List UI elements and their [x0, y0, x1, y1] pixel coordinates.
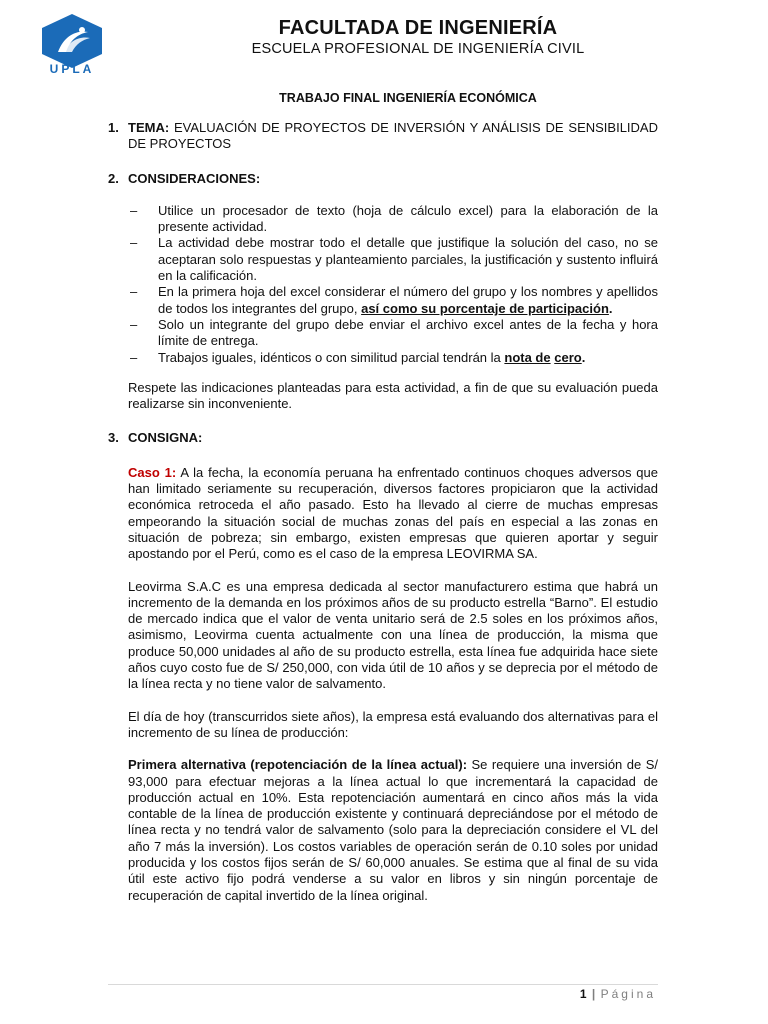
- list-item: [130, 235, 658, 284]
- footer-divider: [108, 984, 658, 985]
- paragraph-text: A la fecha, la economía peruana ha enfrentado continuos choques adversos que han limitado seriamente su recuperación, diversos factores propiciaron que la actividad económica retroceda el año pasado. Esto ha llevado al cierre de muchas empresas empeorando la situación social de muchas zonas del país en especial a las zonas en situación de pobreza; sin embargo, existen empresas que quieren aportar y seguir apostando por el Perú, como es el caso de la empresa LEOVIRMA SA.: [128, 464, 658, 562]
- participation-emphasis: así como su porcentaje de participación: [361, 300, 609, 316]
- page-number: 1: [579, 987, 587, 1001]
- bullet-text-part: .: [608, 300, 613, 316]
- page-footer: [580, 987, 656, 1001]
- bullet-dash: –: [130, 284, 138, 300]
- document-body: [108, 120, 658, 904]
- section-text: [128, 120, 658, 153]
- tema-text: EVALUACIÓN DE PROYECTOS DE INVERSIÓN Y ANÁLISIS DE SENSIBILIDAD DE PROYECTOS: [128, 120, 658, 152]
- case-paragraph-2: Leovirma S.A.C es una empresa dedicada al sector manufacturero estima que habrá un incremento de la demanda en los próximos años de su producto estrella “Barno”. El estudio de mercado indica que el valor de venta unitario será de 2.5 soles en los próximos años, asimismo, Leovirma cuenta actualmente con una línea de producción, la misma que produce 50,000 unidades al año de su producto estrella, esta línea fue adquirida hace siete años cuyo costo fue de S/ 250,000, con vida útil de 10 años y se deprecia por el método de la línea recta y no tiene valor de salvamento.: [128, 578, 658, 692]
- paragraph-text: Se requiere una inversión de S/ 93,000 para efectuar mejoras a la línea actual lo que incrementará la capacidad de producción actual en 10%. Esta repotenciación aumentará en cinco años más la vida contable de la línea de producción existente y continuará depreciándose por el método de línea recta y no tendrá valor de salvamento (solo para la depreciación considere el VL del año 7 más la inversión). Los costos variables de operación serán de 0.10 soles por unidad producida y los costos fijos serán de S/ 60,000 anuales. Se estima que al final de su vida útil este activo fijo podrá venderse a su valor en libros y sin ningún porcentaje de recuperación de capital invertido de la línea original.: [128, 757, 658, 903]
- case-label: Caso 1:: [128, 464, 177, 480]
- bullet-text: [158, 350, 658, 366]
- footer-separator: |: [591, 987, 596, 1001]
- bullet-text: Solo un integrante del grupo debe enviar el archivo excel antes de la fecha y hora límite de entrega.: [158, 316, 658, 349]
- section-tema: [108, 120, 658, 153]
- bullet-text: La actividad debe mostrar todo el detalle que justifique la solución del caso, no se aceptaran solo respuestas y planteamiento parciales, la justificación y sustento influirá en la calificación.: [158, 235, 658, 284]
- grade-emphasis: cero: [554, 349, 582, 365]
- section-consigna: [108, 430, 658, 446]
- alternative-label: Primera alternativa (repotenciación de la línea actual):: [128, 757, 468, 773]
- instructions-note: Respete las indicaciones planteadas para esta actividad, a fin de que su evaluación pueda realizarse sin inconveniente.: [128, 379, 658, 412]
- section-number: 1.: [108, 120, 119, 135]
- faculty-title: FACULTADA DE INGENIERÍA: [278, 17, 558, 39]
- bullet-dash: –: [130, 202, 138, 218]
- logo-text: UPLA: [49, 62, 95, 76]
- bullet-text: Utilice un procesador de texto (hoja de cálculo excel) para la elaboración de la presente actividad.: [158, 202, 658, 235]
- bullet-dash: –: [130, 349, 138, 365]
- page-word: Página: [600, 987, 656, 1001]
- case-paragraph-3: El día de hoy (transcurridos siete años), la empresa está evaluando dos alternativas para el incremento de su línea de producción:: [128, 708, 658, 740]
- list-item: [130, 350, 658, 366]
- grade-emphasis: nota de: [504, 349, 551, 365]
- bullet-text-part: Trabajos iguales, idénticos o con similitud parcial tendrán la: [158, 349, 505, 365]
- bullet-text-part: .: [581, 349, 586, 365]
- section-label: CONSIGNA:: [128, 430, 203, 446]
- section-consideraciones: [108, 171, 658, 187]
- section-label: CONSIDERACIONES:: [128, 170, 261, 186]
- list-item: [130, 284, 658, 317]
- bullet-dash: –: [130, 316, 138, 332]
- list-item: [130, 203, 658, 236]
- bullet-text: [158, 284, 658, 317]
- list-item: [130, 317, 658, 350]
- section-number: 2.: [108, 170, 119, 186]
- document-title: TRABAJO FINAL INGENIERÍA ECONÓMICA: [279, 91, 537, 105]
- case-paragraph-1: [128, 465, 658, 563]
- bullet-dash: –: [130, 235, 138, 251]
- case-paragraph-4: [128, 757, 658, 904]
- bullet-text-part: En la primera hoja del excel considerar el número del grupo y los nombres y apellidos de todos los integrantes del grupo,: [158, 284, 658, 316]
- section-label: TEMA:: [128, 120, 170, 135]
- section-number: 3.: [108, 430, 119, 446]
- school-subtitle: ESCUELA PROFESIONAL DE INGENIERÍA CIVIL: [251, 41, 585, 57]
